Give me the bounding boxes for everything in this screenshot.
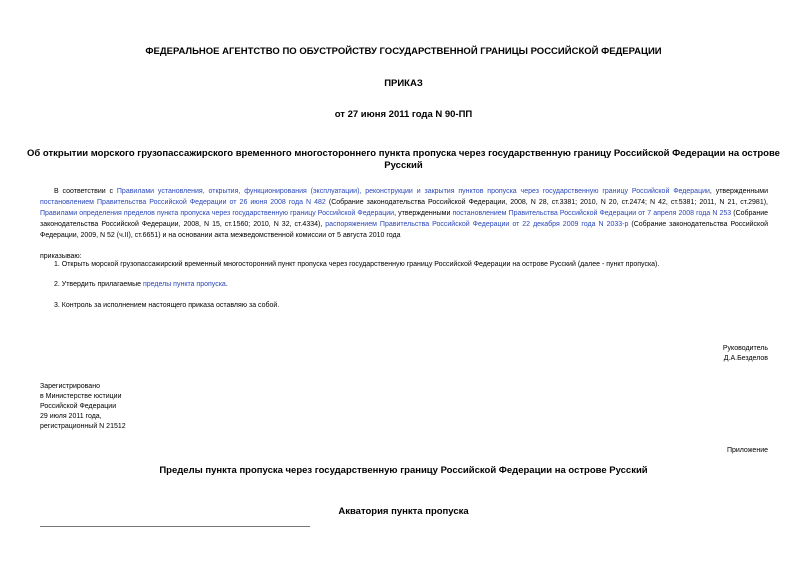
preamble-text-6: (Собрание законодательства Российской Федерации, 2009, N 52 (ч.II), ст.6651) и на основании акта межведомственной комиссии от 5 августа 2010 года	[40, 221, 768, 239]
doc-title-line2: Русский	[384, 160, 423, 171]
appendix-title: Пределы пункта пропуска через государственную границу Российской Федерации на острове Русский	[159, 465, 648, 476]
link-decree-482[interactable]: постановлением Правительства Российской Федерации от 26 июня 2008 года N 482	[40, 199, 326, 206]
signature-position: Руководитель	[722, 345, 768, 352]
appendix-section-heading: Акватория пункта пропуска	[338, 506, 469, 517]
signature-name: Д.А.Безделов	[723, 355, 768, 362]
order-item-1: 1. Открыть морской грузопассажирский временный многосторонний пункт пропуска через государственную границу Российской Федерации на острове Русский (далее - пункт пропуска).	[54, 261, 660, 268]
registration-line-5: регистрационный N 21512	[40, 423, 126, 430]
order-item-3: 3. Контроль за исполнением настоящего приказа оставляю за собой.	[54, 302, 280, 309]
link-rules-limits[interactable]: Правилами определения пределов пункта пропуска через государственную границу Российской Федерации	[40, 210, 395, 217]
footnote-divider	[40, 526, 310, 527]
doc-title	[0, 148, 807, 172]
order-label: приказываю:	[40, 253, 82, 260]
preamble-text-1: В соответствии с	[54, 188, 117, 195]
order-item-2-end: .	[225, 281, 228, 288]
preamble-text-2: , утвержденными	[709, 188, 769, 195]
preamble-text-3: (Собрание законодательства Российской Федерации, 2008, N 28, ст.3381; 2010, N 20, ст.2474; N 42, ст.5381; 2011, N 21, ст.2981),	[325, 199, 768, 206]
signature-block	[723, 344, 768, 364]
doc-type-heading: ПРИКАЗ	[384, 78, 423, 89]
registration-line-2: в Министерстве юстиции	[40, 393, 122, 400]
link-rules-checkpoints[interactable]: Правилами установления, открытия, функционирования (эксплуатации), реконструкции и закрытия пунктов пропуска через государственную границу Российской Федерации	[116, 188, 710, 195]
link-decree-253[interactable]: постановлением Правительства Российской Федерации от 7 апреля 2008 года N 253	[452, 210, 732, 217]
registration-line-1: Зарегистрировано	[40, 383, 100, 390]
appendix-label: Приложение	[726, 447, 768, 454]
order-item-2-text: 2. Утвердить прилагаемые	[54, 281, 143, 288]
doc-date-number: от 27 июня 2011 года N 90-ПП	[334, 109, 473, 120]
registration-block	[40, 382, 126, 432]
preamble-text-5: (Собрание законодательства Российской Федерации, 2008, N 15, ст.1560; 2010, N 32, ст.4334),	[40, 210, 768, 228]
link-order-2033[interactable]: распоряжением Правительства Российской Федерации от 22 декабря 2009 года N 2033-р	[325, 221, 629, 228]
registration-line-3: Российской Федерации	[40, 403, 117, 410]
preamble-text-4: , утвержденными	[394, 210, 453, 217]
doc-title-line1: Об открытии морского грузопассажирского временного многостороннего пункта пропуска через государственную границу Российской Федерации на острове	[27, 148, 780, 159]
registration-line-4: 29 июля 2011 года,	[40, 413, 102, 420]
agency-heading: ФЕДЕРАЛЬНОЕ АГЕНТСТВО ПО ОБУСТРОЙСТВУ ГОСУДАРСТВЕННОЙ ГРАНИЦЫ РОССИЙСКОЙ ФЕДЕРАЦИИ	[145, 46, 662, 57]
link-checkpoint-limits[interactable]: пределы пункта пропуска	[142, 281, 226, 288]
order-item-2	[54, 281, 228, 288]
preamble-paragraph	[40, 186, 768, 241]
